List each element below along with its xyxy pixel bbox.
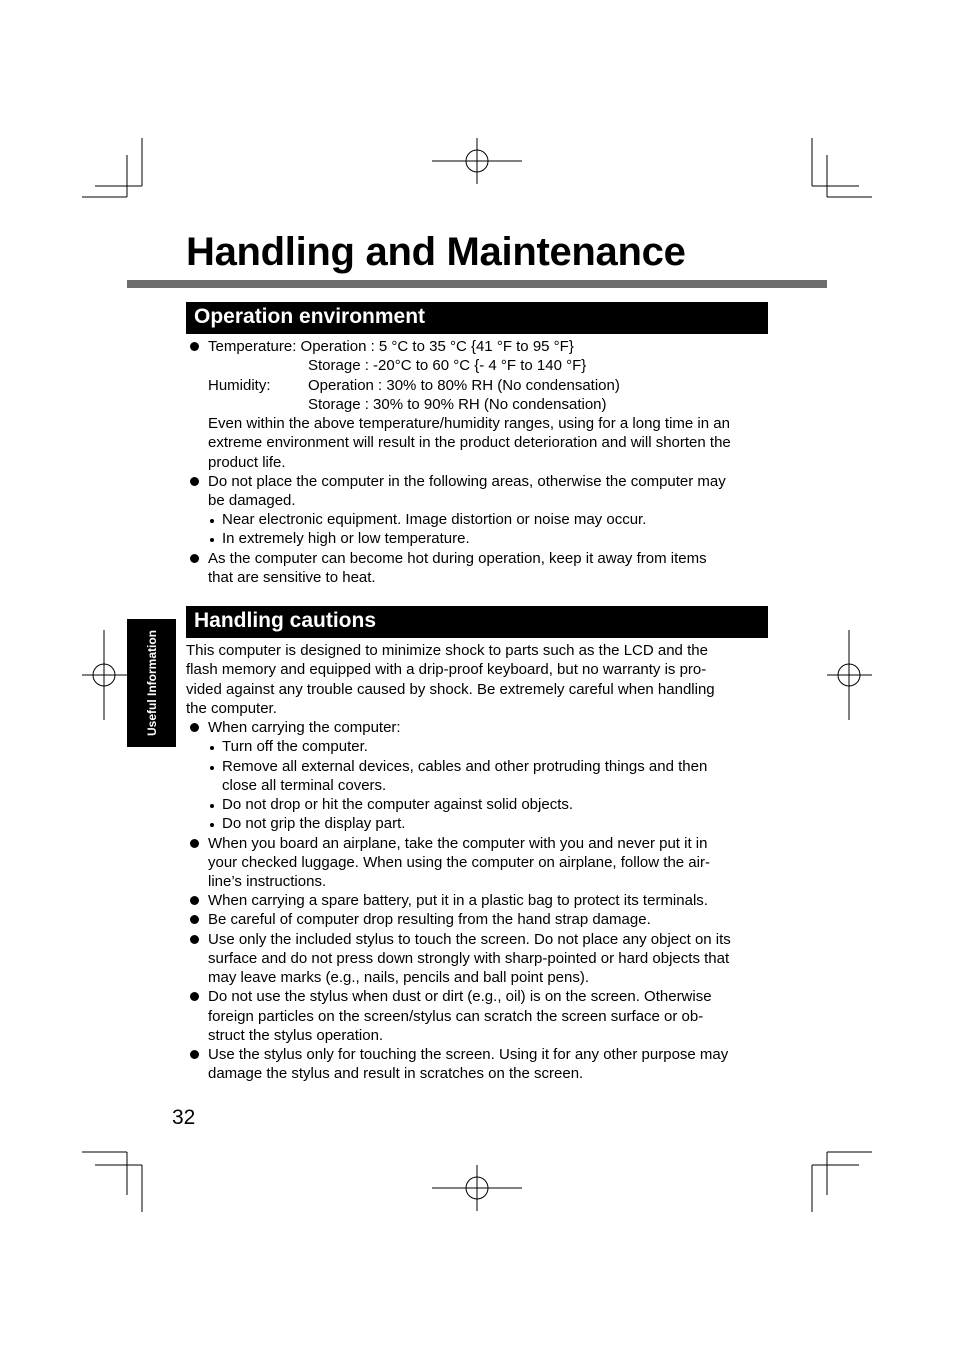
section-heading: Operation environment [194, 305, 426, 328]
text-line: Temperature: Operation : 5 °C to 35 °C {41 °F to 95 °F} [208, 338, 574, 355]
text-line: When carrying the computer: [208, 719, 401, 736]
text-line: Storage : -20°C to 60 °C {- 4 °F to 140 °F} [308, 357, 587, 374]
text-line: line’s instructions. [208, 873, 327, 890]
text-line: In extremely high or low temperature. [222, 530, 470, 547]
bullet-dot [190, 839, 199, 848]
text-line: Humidity: [208, 377, 271, 394]
text-line: Do not use the stylus when dust or dirt (e.g., oil) is on the screen. Otherwise [208, 988, 712, 1005]
sub-bullet [210, 766, 214, 770]
text-line: Be careful of computer drop resulting from the hand strap damage. [208, 911, 651, 928]
side-tab-label: Useful Information [144, 629, 159, 737]
text-line: Use the stylus only for touching the screen. Using it for any other purpose may [208, 1046, 729, 1063]
bullet-dot [190, 935, 199, 944]
text-line: the computer. [186, 700, 277, 717]
text-line: Operation : 30% to 80% RH (No condensation) [308, 377, 620, 394]
text-line: be damaged. [208, 492, 296, 509]
sub-bullet [210, 538, 214, 542]
section-header-operation-environment [186, 302, 768, 334]
bullet-dot [190, 915, 199, 924]
section-header-handling-cautions [186, 606, 768, 638]
sub-bullet [210, 804, 214, 808]
text-line: product life. [208, 454, 286, 471]
sub-bullet [210, 746, 214, 750]
text-line: surface and do not press down strongly with sharp-pointed or hard objects that [208, 950, 730, 967]
text-line: When carrying a spare battery, put it in a plastic bag to protect its terminals. [208, 892, 708, 909]
text-line: Do not place the computer in the following areas, otherwise the computer may [208, 473, 726, 490]
text-line: close all terminal covers. [222, 777, 387, 794]
text-line: damage the stylus and result in scratches on the screen. [208, 1065, 584, 1082]
sub-bullet [210, 519, 214, 523]
text-line: Do not grip the display part. [222, 815, 406, 832]
text-line: When you board an airplane, take the computer with you and never put it in [208, 835, 708, 852]
page-number: 32 [172, 1106, 196, 1129]
text-line: extreme environment will result in the product deterioration and will shorten the [208, 434, 731, 451]
text-line: Use only the included stylus to touch the screen. Do not place any object on its [208, 931, 731, 948]
sub-bullet [210, 823, 214, 827]
text-line: vided against any trouble caused by shock. Be extremely careful when handling [186, 681, 715, 698]
bullet-dot [190, 723, 199, 732]
text-line: may leave marks (e.g., nails, pencils and ball point pens). [208, 969, 590, 986]
text-line: struct the stylus operation. [208, 1027, 384, 1044]
bullet-dot [190, 342, 199, 351]
bullet-dot [190, 1050, 199, 1059]
text-line: Even within the above temperature/humidity ranges, using for a long time in an [208, 415, 730, 432]
bullet-dot [190, 896, 199, 905]
text-line: This computer is designed to minimize shock to parts such as the LCD and the [186, 642, 708, 659]
text-line: As the computer can become hot during operation, keep it away from items [208, 550, 707, 567]
text-line: that are sensitive to heat. [208, 569, 376, 586]
text-line: Do not drop or hit the computer against solid objects. [222, 796, 574, 813]
text-line: foreign particles on the screen/stylus can scratch the screen surface or ob- [208, 1008, 704, 1025]
bullet-dot [190, 992, 199, 1001]
text-line: Turn off the computer. [222, 738, 368, 755]
bullet-dot [190, 477, 199, 486]
text-line: Remove all external devices, cables and other protruding things and then [222, 758, 708, 775]
text-line: your checked luggage. When using the computer on airplane, follow the air- [208, 854, 710, 871]
text-line: Storage : 30% to 90% RH (No condensation) [308, 396, 607, 413]
bullet-dot [190, 554, 199, 563]
side-tab [127, 619, 176, 747]
section-heading: Handling cautions [194, 609, 377, 632]
page-title: Handling and Maintenance [186, 230, 686, 274]
text-line: flash memory and equipped with a drip-proof keyboard, but no warranty is pro- [186, 661, 707, 678]
title-rule [127, 280, 827, 288]
text-line: Near electronic equipment. Image distortion or noise may occur. [222, 511, 647, 528]
